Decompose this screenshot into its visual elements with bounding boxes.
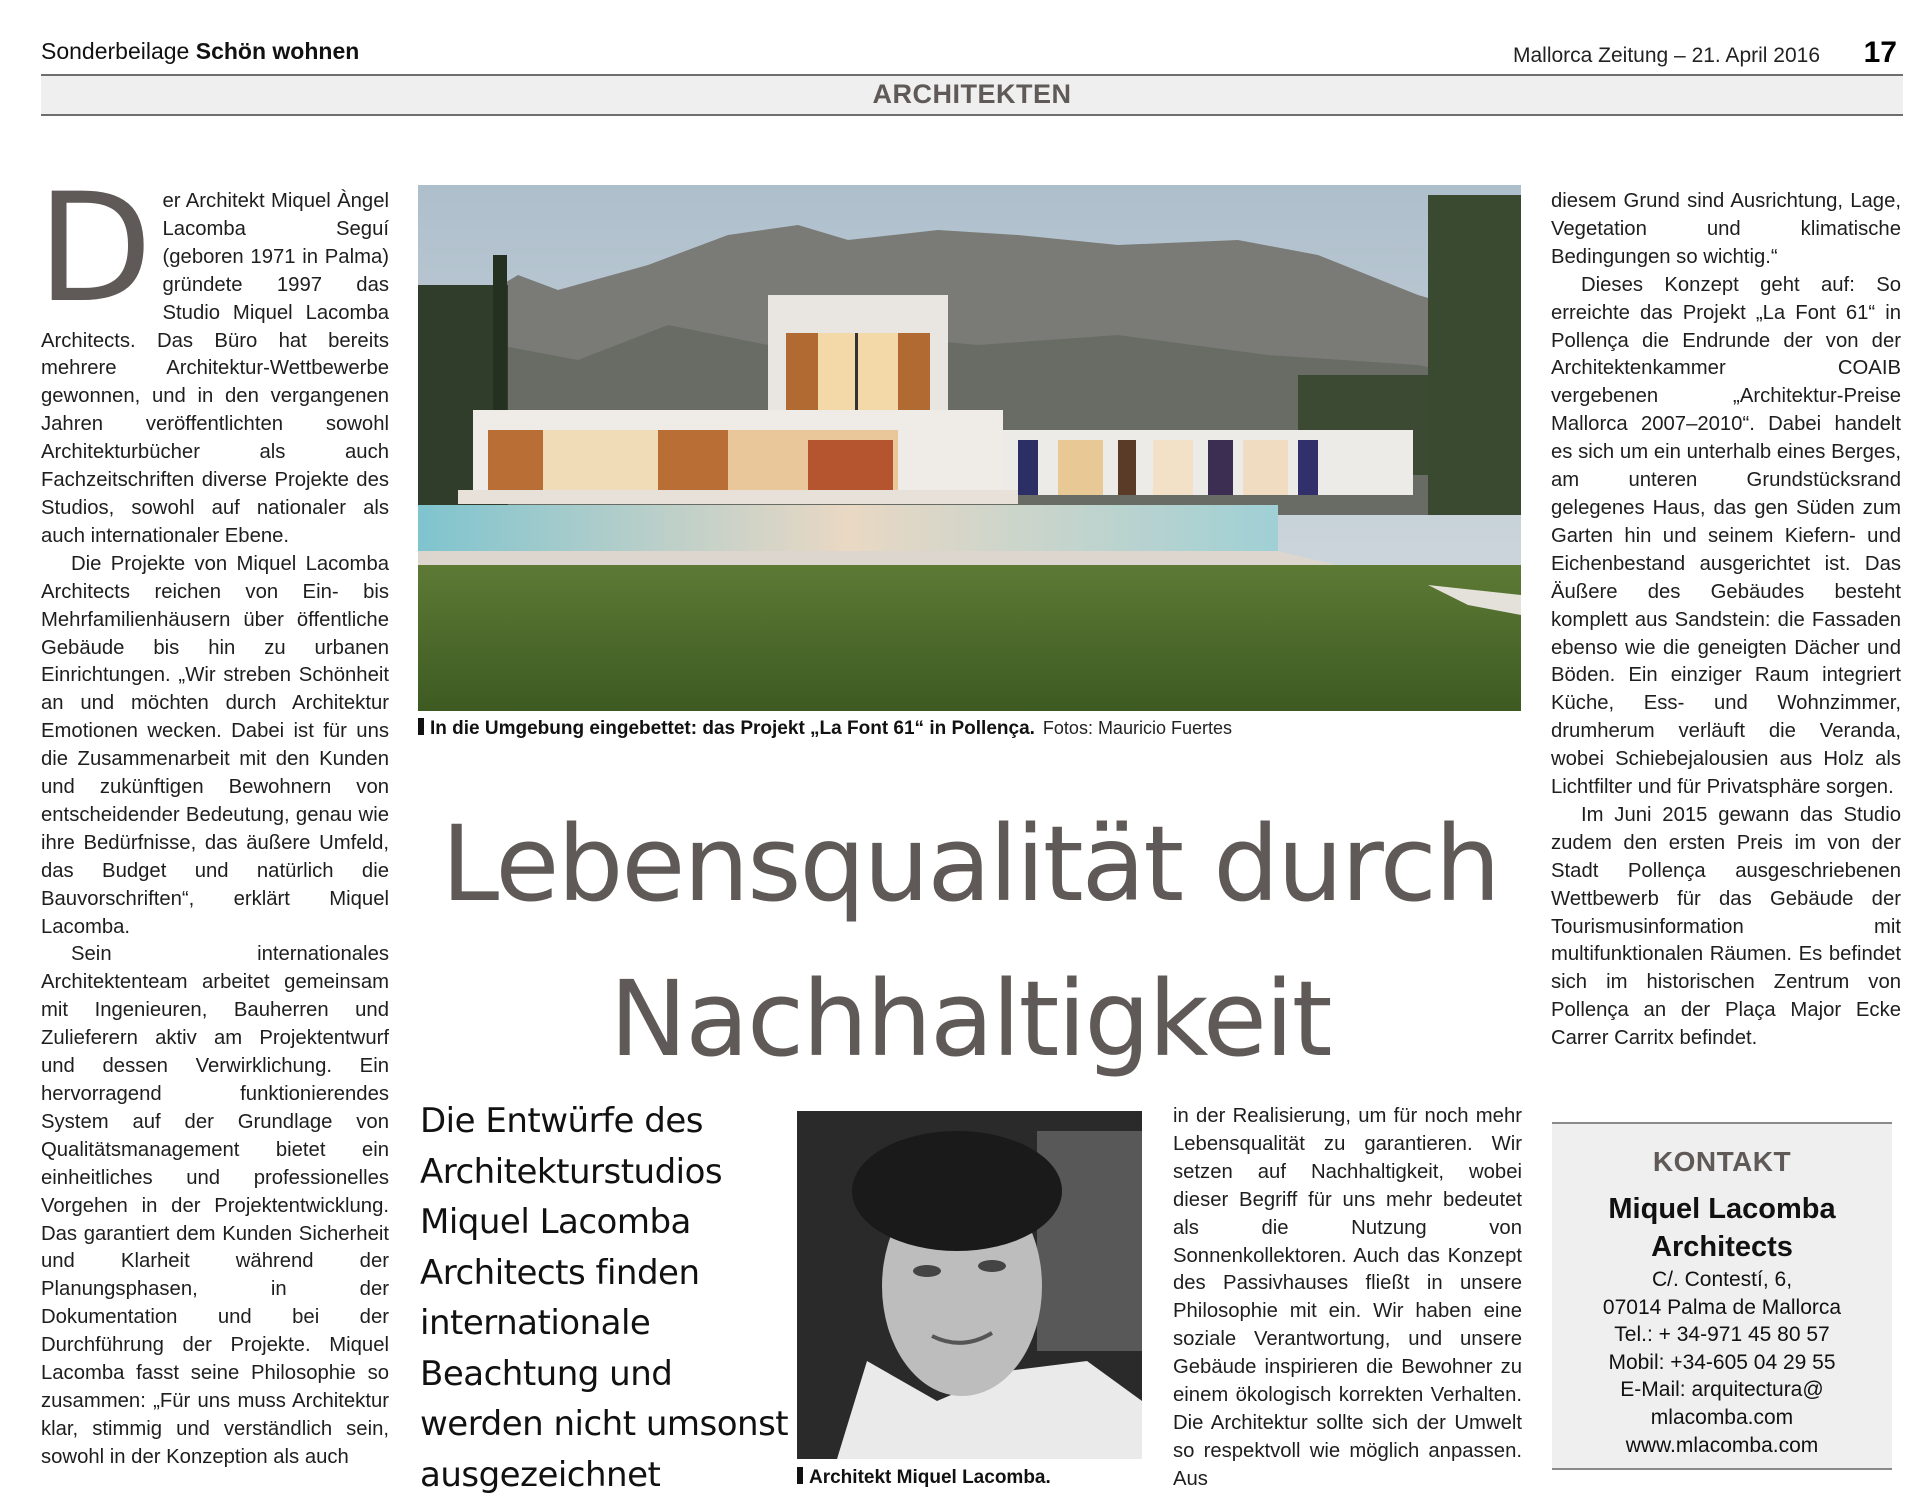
paragraph: er Architekt Miquel Àngel Lacomba Seguí (geboren 1971 in Palma) gründete 1997 das Studio Miquel Lacomba Architects. Das Büro hat bereits mehrere Architektur-Wettbewerbe gewonnen, und in den vergangenen Jahren veröffentlichten sowohl Architekturbücher als auch Fachzeitschriften diverse Projekte des Studios, sowohl auf nationaler als auch internationaler Ebene. — [41, 190, 389, 547]
subhead-line: Die Entwürfe des — [420, 1096, 790, 1147]
subhead-line: werden nicht umsonst — [420, 1399, 790, 1450]
article-column-right — [1551, 188, 1901, 1053]
contact-address-street: C/. Contestí, 6, — [1552, 1266, 1892, 1294]
subhead-line: ausgezeichnet — [420, 1450, 790, 1500]
contact-title: KONTAKT — [1552, 1146, 1892, 1178]
caption-text: Architekt Miquel Lacomba. — [809, 1467, 1051, 1488]
contact-phone: Tel.: + 34-971 45 80 57 — [1552, 1321, 1892, 1349]
headline-line-1: Lebensqualität durch — [405, 800, 1535, 928]
paragraph: Die Projekte von Miquel Lacomba Architects reichen von Ein- bis Mehrfamilienhäusern über öffentliche Gebäude bis hin zu urbanen Einrichtungen. „Wir streben Schönheit an und möchten durch Architektur Emotionen wecken. Dabei ist für uns die Zusammenarbeit mit den Kunden und zukünftigen Bewohnern von entscheidender Bedeutung, genau wie ihre Bedürfnisse, das äußere Umfeld, das Budget und natürlich die Bauvorschriften“, erklärt Miquel Lacomba. — [41, 551, 389, 942]
contact-email-line-1[interactable]: E-Mail: arquitectura@ — [1552, 1376, 1892, 1404]
headline-line-2: Nachhaltigkeit — [405, 955, 1535, 1083]
caption-marker-icon — [418, 718, 424, 735]
publication-date: Mallorca Zeitung – 21. April 2016 — [1513, 44, 1820, 68]
paragraph: Sein internationales Architektenteam arbeitet gemeinsam mit Ingenieuren, Bauherren und Zulieferern aktiv am Projektentwurf und dessen Verwirklichung. Ein hervorragend funktionierendes System auf der Grundlage von Qualitätsmanagement bietet ein einheitliches und professionelles Vorgehen in der Projektentwicklung. Das garantiert dem Kunden Sicherheit und Klarheit während der Planungsphasen, in der Dokumentation und bei der Durchführung der Projekte. Miquel Lacomba fasst seine Philosophie so zusammen: „Für uns muss Architektur klar, stimmig und verständlich sein, sowohl in der Konzeption als auch — [41, 941, 389, 1471]
paragraph: in der Realisierung, um für noch mehr Lebensqualität zu garantieren. Wir setzen auf Nachhaltigkeit, wobei dieser Begriff für uns mehr bedeutet als die Nutzung von Sonnenkollektoren. Auch das Konzept des Passivhauses fließt in unsere Philosophie mit ein. Wir haben eine soziale Verantwortung, und unsere Gebäude inspirieren die Bewohner zu einem ökologisch korrekten Verhalten. Die Architektur sollte sich der Umwelt so respektvoll wie möglich anpassen. Aus — [1173, 1103, 1522, 1494]
article-column-middle — [1173, 1103, 1522, 1494]
subhead-line: Miquel Lacomba — [420, 1197, 790, 1248]
subheadline — [420, 1096, 790, 1500]
main-photo-la-font-61 — [418, 185, 1521, 711]
subhead-line: Architects finden — [420, 1248, 790, 1299]
portrait-photo — [797, 1111, 1142, 1459]
drop-cap: D — [37, 190, 153, 314]
caption-text: In die Umgebung eingebettet: das Projekt „La Font 61“ in Pollença. — [430, 718, 1035, 739]
subhead-line: internationale — [420, 1298, 790, 1349]
contact-mobile: Mobil: +34-605 04 29 55 — [1552, 1349, 1892, 1377]
company-name-line-1: Miquel Lacomba — [1552, 1190, 1892, 1228]
supplement-prefix: Sonderbeilage — [41, 38, 189, 64]
section-title: ARCHITEKTEN — [41, 79, 1903, 110]
supplement-label — [41, 38, 359, 65]
portrait-caption — [797, 1467, 1051, 1489]
photo-credit: Fotos: Mauricio Fuertes — [1043, 718, 1232, 738]
contact-website-link[interactable]: www.mlacomba.com — [1552, 1432, 1892, 1460]
paragraph: diesem Grund sind Ausrichtung, Lage, Vegetation und klimatische Bedingungen so wichtig.“ — [1551, 188, 1901, 272]
contact-box — [1552, 1122, 1892, 1470]
contact-email-line-2[interactable]: mlacomba.com — [1552, 1404, 1892, 1432]
house-photo-illustration — [418, 185, 1521, 711]
portrait-illustration — [797, 1111, 1142, 1459]
paragraph: Dieses Konzept geht auf: So erreichte das Projekt „La Font 61“ in Pollença die Endrunde der von der Architektenkammer COAIB vergebenen „Architektur-Preise Mallorca 2007–2010“. Dabei handelt es sich um ein unterhalb eines Berges, am unteren Grundstücksrand gelegenes Haus, das gen Süden zum Garten hin und seinem Kiefern- und Eichenbestand ausgerichtet ist. Das Äußere des Gebäudes besteht komplett aus Sandstein: die Fassaden ebenso wie die geneigten Dächer und Böden. Ein einziger Raum integriert Küche, Ess- und Wohnzimmer, drumherum verläuft die Veranda, wobei Schiebejalousien aus Holz als Lichtfilter und für Privatsphäre sorgen. — [1551, 272, 1901, 802]
paragraph: Im Juni 2015 gewann das Studio zudem den ersten Preis im von der Stadt Pollença ausgeschriebenen Wettbewerb für das Gebäude der Tourismusinformation mit multifunktionalen Räumen. Es befindet sich im historischen Zentrum von Pollença an der Plaça Major Ecke Carrer Carritx befindet. — [1551, 802, 1901, 1053]
page-number: 17 — [1864, 36, 1897, 70]
subhead-line: Architekturstudios — [420, 1147, 790, 1198]
subhead-line: Beachtung und — [420, 1349, 790, 1400]
article-column-left — [41, 188, 389, 1472]
contact-company-name — [1552, 1190, 1892, 1266]
supplement-title: Schön wohnen — [196, 38, 360, 64]
contact-address-city: 07014 Palma de Mallorca — [1552, 1294, 1892, 1322]
section-band — [41, 74, 1903, 116]
caption-marker-icon — [797, 1467, 803, 1484]
main-photo-caption — [418, 718, 1232, 740]
company-name-line-2: Architects — [1552, 1228, 1892, 1266]
